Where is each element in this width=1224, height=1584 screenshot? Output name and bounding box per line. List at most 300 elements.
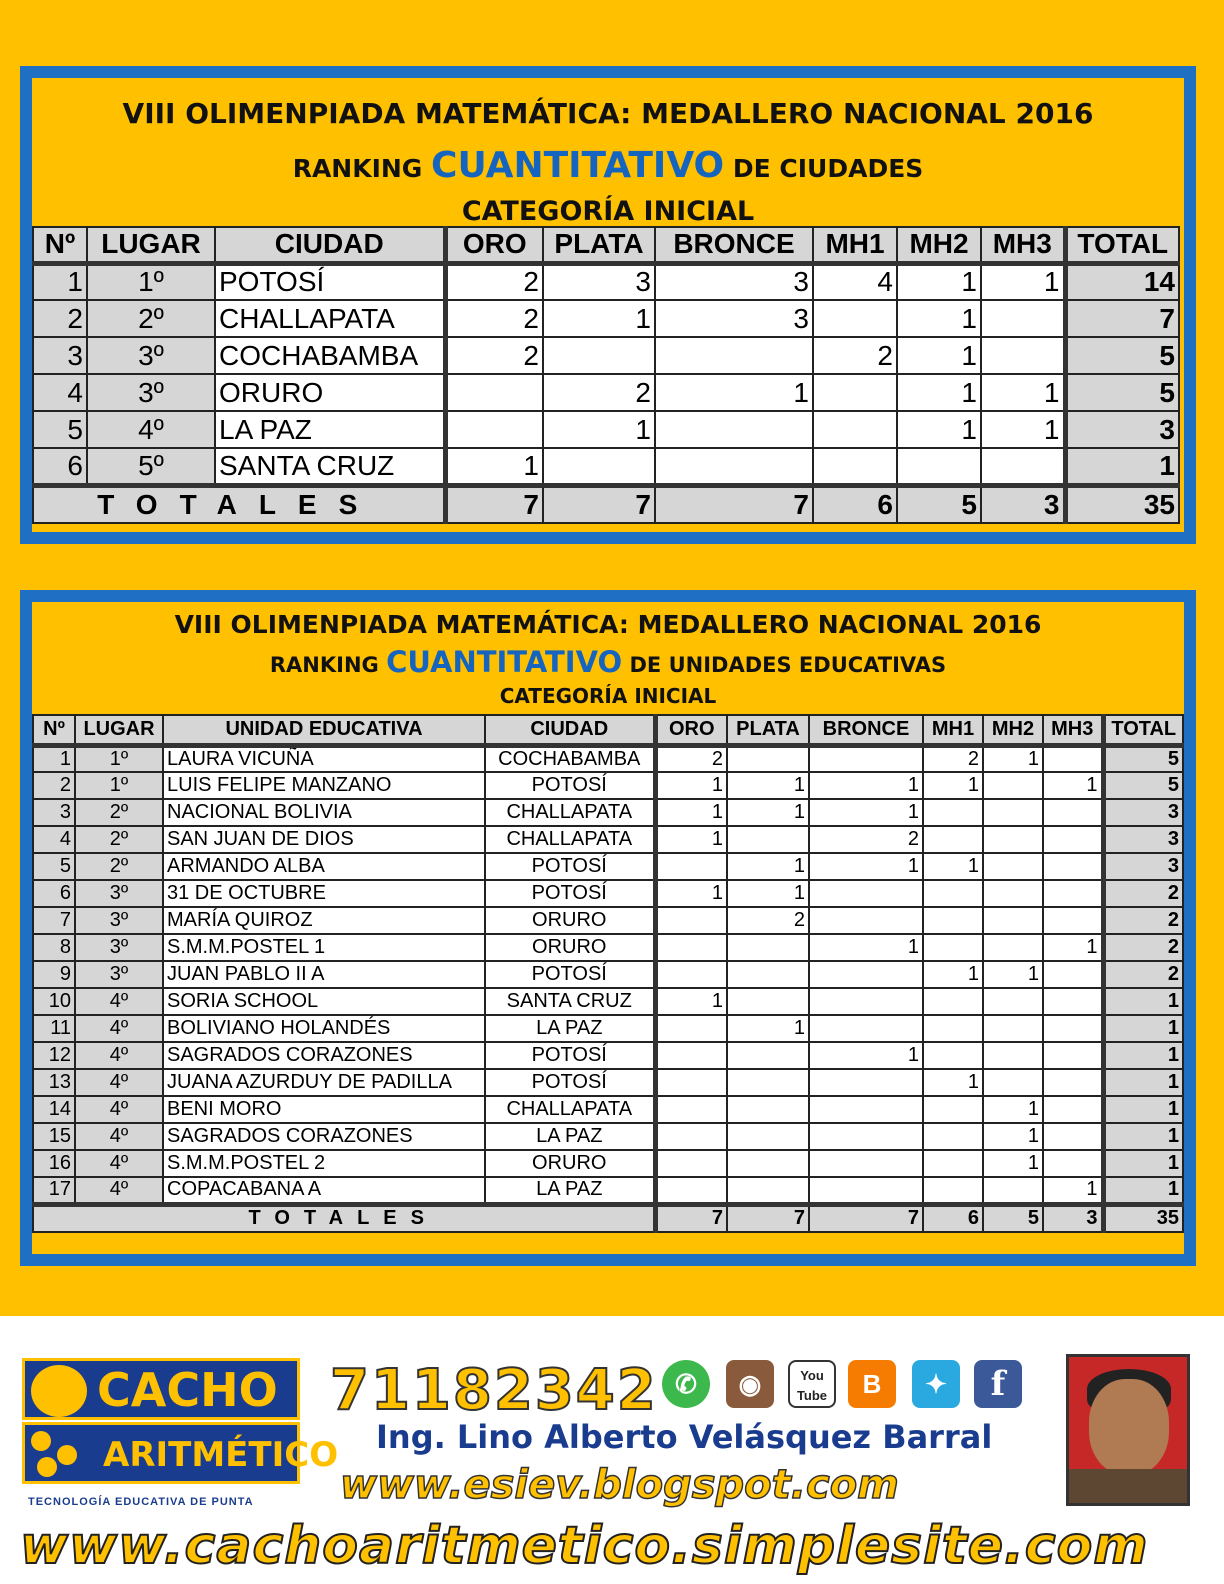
table-row xyxy=(33,374,1179,411)
col-header-mh2: MH2 xyxy=(983,715,1043,745)
ranking-unidades-title: VIII OLIMENPIADA MATEMÁTICA: MEDALLERO NACIONAL 2016 xyxy=(174,610,1042,639)
cell-plata xyxy=(727,1069,809,1096)
cell-n: 16 xyxy=(33,1150,75,1177)
ranking-unidades-inner xyxy=(32,602,1184,1254)
cell-bronce: 1 xyxy=(809,772,923,799)
total-mh1: 6 xyxy=(923,1204,983,1232)
cell-oro: 2 xyxy=(445,337,543,374)
cell-mh1 xyxy=(923,1123,983,1150)
cell-mh1 xyxy=(923,826,983,853)
subtitle-suffix: DE UNIDADES EDUCATIVAS xyxy=(629,653,947,677)
cell-n: 1 xyxy=(33,745,75,772)
cell-oro: 1 xyxy=(655,772,727,799)
engineer-name: Ing. Lino Alberto Velásquez Barral xyxy=(376,1418,993,1456)
table-row xyxy=(33,300,1179,337)
cell-mh2 xyxy=(983,907,1043,934)
cell-lugar: 1º xyxy=(87,263,215,300)
cell-mh2 xyxy=(983,1042,1043,1069)
cell-n: 1 xyxy=(33,263,87,300)
cell-oro: 2 xyxy=(445,300,543,337)
cell-mh2: 1 xyxy=(897,411,981,448)
cell-bronce xyxy=(809,880,923,907)
col-header-ciudad: CIUDAD xyxy=(485,715,655,745)
cell-plata: 1 xyxy=(727,853,809,880)
cell-mh1 xyxy=(923,1177,983,1204)
cell-mh1: 1 xyxy=(923,961,983,988)
col-header-mh3: MH3 xyxy=(1043,715,1103,745)
cell-unidad: MARÍA QUIROZ xyxy=(163,907,485,934)
cell-mh1 xyxy=(813,448,897,485)
cell-unidad: SAGRADOS CORAZONES xyxy=(163,1123,485,1150)
cell-total: 1 xyxy=(1103,1096,1183,1123)
cell-oro xyxy=(655,934,727,961)
cell-mh3 xyxy=(981,337,1065,374)
dots-icon xyxy=(31,1431,91,1479)
cell-oro xyxy=(655,1042,727,1069)
cell-mh2 xyxy=(983,934,1043,961)
cell-ciudad: LA PAZ xyxy=(485,1177,655,1204)
totals-row xyxy=(33,485,1179,523)
cell-ciudad: LA PAZ xyxy=(215,411,445,448)
cell-lugar: 2º xyxy=(87,300,215,337)
cell-total: 7 xyxy=(1065,300,1179,337)
table-row xyxy=(33,799,1183,826)
cell-mh2: 1 xyxy=(897,374,981,411)
cell-bronce: 1 xyxy=(655,374,813,411)
cell-unidad: BOLIVIANO HOLANDÉS xyxy=(163,1015,485,1042)
cell-lugar: 4º xyxy=(87,411,215,448)
cell-bronce: 3 xyxy=(655,263,813,300)
col-header-lugar: LUGAR xyxy=(87,227,215,263)
cell-oro xyxy=(655,1069,727,1096)
cell-n: 3 xyxy=(33,337,87,374)
author-photo xyxy=(1066,1354,1190,1506)
cell-lugar: 3º xyxy=(75,961,163,988)
cell-mh1 xyxy=(923,799,983,826)
cell-plata: 2 xyxy=(727,907,809,934)
cell-mh3 xyxy=(1043,826,1103,853)
cell-unidad: SAGRADOS CORAZONES xyxy=(163,1042,485,1069)
brain-icon xyxy=(31,1365,87,1417)
cell-n: 2 xyxy=(33,772,75,799)
site-url[interactable]: www.cachoaritmetico.simplesite.com xyxy=(20,1516,1149,1576)
cell-bronce xyxy=(809,1123,923,1150)
ranking-ciudades-category: CATEGORÍA INICIAL xyxy=(461,196,755,227)
cell-ciudad: POTOSÍ xyxy=(485,1069,655,1096)
cell-lugar: 3º xyxy=(75,880,163,907)
youtube-icon[interactable]: You Tube xyxy=(788,1360,836,1408)
cell-total: 5 xyxy=(1103,772,1183,799)
cell-plata xyxy=(727,1177,809,1204)
cell-unidad: LAURA VICUÑA xyxy=(163,745,485,772)
cell-plata: 1 xyxy=(543,300,655,337)
cell-ciudad: POTOSÍ xyxy=(485,772,655,799)
col-header-mh1: MH1 xyxy=(923,715,983,745)
cell-total: 1 xyxy=(1103,1177,1183,1204)
cell-n: 6 xyxy=(33,448,87,485)
cell-mh1 xyxy=(923,934,983,961)
cell-unidad: BENI MORO xyxy=(163,1096,485,1123)
cell-mh3 xyxy=(1043,1150,1103,1177)
cell-unidad: LUIS FELIPE MANZANO xyxy=(163,772,485,799)
whatsapp-icon[interactable]: ✆ xyxy=(662,1360,710,1408)
instagram-icon[interactable]: ◉ xyxy=(726,1360,774,1408)
subtitle-prefix: RANKING xyxy=(269,653,379,677)
cell-total: 1 xyxy=(1103,1042,1183,1069)
cell-n: 14 xyxy=(33,1096,75,1123)
cell-plata: 1 xyxy=(727,772,809,799)
cell-n: 11 xyxy=(33,1015,75,1042)
totals-row xyxy=(33,1204,1183,1232)
cell-mh3: 1 xyxy=(1043,772,1103,799)
cell-plata: 3 xyxy=(543,263,655,300)
totals-label: TOTALES xyxy=(33,1204,655,1232)
cell-bronce: 1 xyxy=(809,934,923,961)
col-header-bronce: BRONCE xyxy=(655,227,813,263)
cell-plata xyxy=(727,745,809,772)
cell-bronce xyxy=(809,1177,923,1204)
cell-total: 5 xyxy=(1103,745,1183,772)
table-row xyxy=(33,263,1179,300)
cell-total: 1 xyxy=(1103,1069,1183,1096)
cell-mh1 xyxy=(923,1150,983,1177)
ranking-unidades-subtitle xyxy=(32,645,1184,679)
table-row xyxy=(33,1069,1183,1096)
cell-lugar: 3º xyxy=(87,337,215,374)
cell-mh3 xyxy=(981,300,1065,337)
cell-bronce xyxy=(809,988,923,1015)
cell-plata xyxy=(727,934,809,961)
cell-mh2 xyxy=(983,1015,1043,1042)
cell-ciudad: POTOSÍ xyxy=(485,961,655,988)
table-row xyxy=(33,772,1183,799)
cell-plata: 1 xyxy=(727,880,809,907)
total-mh3: 3 xyxy=(981,485,1065,523)
total-total: 35 xyxy=(1065,485,1179,523)
twitter-icon[interactable]: ✦ xyxy=(912,1360,960,1408)
cell-mh3 xyxy=(1043,907,1103,934)
cell-mh1: 2 xyxy=(923,745,983,772)
cell-unidad: S.M.M.POSTEL 1 xyxy=(163,934,485,961)
col-header-plata: PLATA xyxy=(727,715,809,745)
cell-oro xyxy=(445,411,543,448)
cell-ciudad: CHALLAPATA xyxy=(485,826,655,853)
cell-oro xyxy=(655,1150,727,1177)
cell-mh2 xyxy=(983,853,1043,880)
cell-mh2 xyxy=(983,799,1043,826)
cell-bronce xyxy=(809,1150,923,1177)
cell-mh3 xyxy=(1043,988,1103,1015)
cell-ciudad: SANTA CRUZ xyxy=(485,988,655,1015)
cell-total: 14 xyxy=(1065,263,1179,300)
cell-lugar: 4º xyxy=(75,1123,163,1150)
cell-n: 5 xyxy=(33,411,87,448)
cell-ciudad: POTOSÍ xyxy=(485,880,655,907)
cell-plata: 1 xyxy=(543,411,655,448)
cell-lugar: 4º xyxy=(75,1042,163,1069)
cell-total: 1 xyxy=(1103,1150,1183,1177)
cell-mh3 xyxy=(1043,961,1103,988)
col-header-unidad: UNIDAD EDUCATIVA xyxy=(163,715,485,745)
cell-unidad: S.M.M.POSTEL 2 xyxy=(163,1150,485,1177)
cell-unidad: COPACABANA A xyxy=(163,1177,485,1204)
cell-ciudad: LA PAZ xyxy=(485,1123,655,1150)
col-header-n: Nº xyxy=(33,227,87,263)
cell-n: 5 xyxy=(33,853,75,880)
unidades-header-row xyxy=(33,715,1183,745)
cell-total: 3 xyxy=(1103,826,1183,853)
cell-oro xyxy=(655,1015,727,1042)
table-row xyxy=(33,1150,1183,1177)
cell-total: 2 xyxy=(1103,880,1183,907)
cell-mh1 xyxy=(813,300,897,337)
totals-label: TOTALES xyxy=(33,485,445,523)
cell-n: 17 xyxy=(33,1177,75,1204)
cell-oro xyxy=(655,961,727,988)
cell-mh3 xyxy=(1043,853,1103,880)
cell-mh1: 2 xyxy=(813,337,897,374)
cell-mh3 xyxy=(1043,1042,1103,1069)
cell-bronce: 1 xyxy=(809,1042,923,1069)
footer-banner xyxy=(0,1316,1224,1584)
cell-mh2 xyxy=(983,880,1043,907)
cell-total: 5 xyxy=(1065,337,1179,374)
cell-ciudad: ORURO xyxy=(485,934,655,961)
total-oro: 7 xyxy=(445,485,543,523)
total-mh2: 5 xyxy=(897,485,981,523)
col-header-mh3: MH3 xyxy=(981,227,1065,263)
cell-mh2 xyxy=(983,772,1043,799)
cell-mh2: 1 xyxy=(983,1123,1043,1150)
cell-bronce xyxy=(655,411,813,448)
cell-oro: 2 xyxy=(655,745,727,772)
cell-mh3: 1 xyxy=(1043,1177,1103,1204)
cell-bronce xyxy=(809,1069,923,1096)
facebook-icon[interactable]: f xyxy=(974,1360,1022,1408)
table-row xyxy=(33,961,1183,988)
cell-unidad: SAN JUAN DE DIOS xyxy=(163,826,485,853)
cell-unidad: JUAN PABLO II A xyxy=(163,961,485,988)
cell-n: 12 xyxy=(33,1042,75,1069)
cell-total: 3 xyxy=(1103,799,1183,826)
cell-mh2: 1 xyxy=(897,337,981,374)
cell-ciudad: ORURO xyxy=(485,907,655,934)
subtitle-highlight: CUANTITATIVO xyxy=(431,145,725,186)
unidades-table xyxy=(32,714,1184,1233)
ranking-unidades-category: CATEGORÍA INICIAL xyxy=(499,684,717,708)
cell-n: 7 xyxy=(33,907,75,934)
cell-lugar: 1º xyxy=(75,745,163,772)
cell-plata xyxy=(727,961,809,988)
cell-total: 1 xyxy=(1103,988,1183,1015)
cell-lugar: 4º xyxy=(75,1015,163,1042)
ranking-unidades-panel xyxy=(20,590,1196,1266)
cell-mh2: 1 xyxy=(983,1096,1043,1123)
phone-number: 71182342 xyxy=(330,1358,658,1423)
cell-mh3 xyxy=(1043,1069,1103,1096)
cell-bronce xyxy=(809,961,923,988)
cell-total: 2 xyxy=(1103,907,1183,934)
cell-lugar: 3º xyxy=(75,934,163,961)
cell-n: 15 xyxy=(33,1123,75,1150)
total-bronce: 7 xyxy=(809,1204,923,1232)
cell-mh2: 1 xyxy=(983,745,1043,772)
cell-mh2 xyxy=(897,448,981,485)
cell-n: 13 xyxy=(33,1069,75,1096)
cell-mh2: 1 xyxy=(983,1150,1043,1177)
cell-mh2 xyxy=(983,826,1043,853)
cell-mh2 xyxy=(983,1069,1043,1096)
cell-mh3 xyxy=(1043,1015,1103,1042)
cell-oro xyxy=(655,907,727,934)
cell-mh1 xyxy=(923,1015,983,1042)
cell-mh3 xyxy=(1043,880,1103,907)
cell-total: 2 xyxy=(1103,934,1183,961)
total-oro: 7 xyxy=(655,1204,727,1232)
table-row xyxy=(33,1123,1183,1150)
ranking-ciudades-panel xyxy=(20,66,1196,544)
ciudades-header-row xyxy=(33,227,1179,263)
cell-mh3: 1 xyxy=(1043,934,1103,961)
ranking-ciudades-inner xyxy=(32,78,1184,532)
cell-total: 3 xyxy=(1103,853,1183,880)
cell-ciudad: CHALLAPATA xyxy=(485,1096,655,1123)
cell-oro xyxy=(655,1096,727,1123)
cell-n: 3 xyxy=(33,799,75,826)
cell-unidad: 31 DE OCTUBRE xyxy=(163,880,485,907)
cell-mh3: 1 xyxy=(981,374,1065,411)
cell-n: 4 xyxy=(33,374,87,411)
cell-total: 1 xyxy=(1065,448,1179,485)
cell-oro: 1 xyxy=(655,826,727,853)
cell-ciudad: LA PAZ xyxy=(485,1015,655,1042)
cell-oro xyxy=(445,374,543,411)
cell-lugar: 2º xyxy=(75,826,163,853)
table-row xyxy=(33,1015,1183,1042)
cell-mh3 xyxy=(1043,1123,1103,1150)
logo-bottom-box xyxy=(22,1422,339,1484)
cell-mh1: 4 xyxy=(813,263,897,300)
table-row xyxy=(33,411,1179,448)
blog-url[interactable]: www.esiev.blogspot.com xyxy=(340,1462,899,1508)
cell-mh1: 1 xyxy=(923,1069,983,1096)
cell-unidad: ARMANDO ALBA xyxy=(163,853,485,880)
total-plata: 7 xyxy=(727,1204,809,1232)
cell-mh2: 1 xyxy=(897,263,981,300)
cell-mh2: 1 xyxy=(983,961,1043,988)
col-header-n: Nº xyxy=(33,715,75,745)
cell-ciudad: ORURO xyxy=(215,374,445,411)
cell-lugar: 4º xyxy=(75,988,163,1015)
logo-tagline: TECNOLOGÍA EDUCATIVA DE PUNTA xyxy=(28,1496,254,1508)
blogger-icon[interactable]: B xyxy=(848,1360,896,1408)
cell-mh1: 1 xyxy=(923,772,983,799)
table-row xyxy=(33,988,1183,1015)
cell-plata xyxy=(727,988,809,1015)
cell-ciudad: POTOSÍ xyxy=(485,853,655,880)
ranking-ciudades-subtitle xyxy=(32,145,1184,186)
cell-ciudad: CHALLAPATA xyxy=(485,799,655,826)
cell-mh3 xyxy=(1043,745,1103,772)
table-row xyxy=(33,907,1183,934)
col-header-mh2: MH2 xyxy=(897,227,981,263)
cell-total: 1 xyxy=(1103,1015,1183,1042)
cell-bronce xyxy=(809,907,923,934)
cell-lugar: 3º xyxy=(87,374,215,411)
table-row xyxy=(33,853,1183,880)
cell-mh1 xyxy=(813,374,897,411)
cell-lugar: 3º xyxy=(75,907,163,934)
total-bronce: 7 xyxy=(655,485,813,523)
cell-plata: 1 xyxy=(727,1015,809,1042)
cell-bronce xyxy=(655,448,813,485)
cell-mh1 xyxy=(923,1042,983,1069)
cell-bronce xyxy=(809,1096,923,1123)
cell-lugar: 4º xyxy=(75,1177,163,1204)
cell-ciudad: CHALLAPATA xyxy=(215,300,445,337)
cell-mh3: 1 xyxy=(981,263,1065,300)
cell-ciudad: COCHABAMBA xyxy=(215,337,445,374)
cell-n: 8 xyxy=(33,934,75,961)
cell-lugar: 4º xyxy=(75,1150,163,1177)
cacho-aritmetico-logo xyxy=(22,1358,339,1492)
cell-mh1 xyxy=(923,880,983,907)
table-row xyxy=(33,448,1179,485)
col-header-bronce: BRONCE xyxy=(809,715,923,745)
cell-bronce xyxy=(655,337,813,374)
cell-mh1: 1 xyxy=(923,853,983,880)
cell-plata xyxy=(727,1123,809,1150)
cell-mh3 xyxy=(981,448,1065,485)
cell-total: 1 xyxy=(1103,1123,1183,1150)
cell-total: 5 xyxy=(1065,374,1179,411)
ciudades-table xyxy=(32,226,1180,524)
cell-ciudad: POTOSÍ xyxy=(215,263,445,300)
cell-n: 6 xyxy=(33,880,75,907)
cell-oro: 1 xyxy=(655,988,727,1015)
cell-oro: 1 xyxy=(655,880,727,907)
cell-mh1 xyxy=(923,907,983,934)
table-row xyxy=(33,880,1183,907)
cell-mh1 xyxy=(923,1096,983,1123)
subtitle-suffix: DE CIUDADES xyxy=(732,154,924,183)
cell-oro: 1 xyxy=(655,799,727,826)
cell-mh2 xyxy=(983,1177,1043,1204)
cell-n: 9 xyxy=(33,961,75,988)
cell-lugar: 5º xyxy=(87,448,215,485)
table-row xyxy=(33,337,1179,374)
subtitle-highlight: CUANTITATIVO xyxy=(386,645,623,679)
cell-oro xyxy=(655,1123,727,1150)
total-mh2: 5 xyxy=(983,1204,1043,1232)
cell-total: 2 xyxy=(1103,961,1183,988)
total-mh1: 6 xyxy=(813,485,897,523)
col-header-mh1: MH1 xyxy=(813,227,897,263)
cell-unidad: JUANA AZURDUY DE PADILLA xyxy=(163,1069,485,1096)
cell-unidad: SORIA SCHOOL xyxy=(163,988,485,1015)
col-header-ciudad: CIUDAD xyxy=(215,227,445,263)
cell-ciudad: POTOSÍ xyxy=(485,1042,655,1069)
table-row xyxy=(33,745,1183,772)
cell-plata xyxy=(727,1150,809,1177)
cell-n: 4 xyxy=(33,826,75,853)
cell-n: 10 xyxy=(33,988,75,1015)
col-header-plata: PLATA xyxy=(543,227,655,263)
cell-unidad: NACIONAL BOLIVIA xyxy=(163,799,485,826)
total-plata: 7 xyxy=(543,485,655,523)
col-header-oro: ORO xyxy=(655,715,727,745)
photo-body xyxy=(1069,1469,1190,1506)
